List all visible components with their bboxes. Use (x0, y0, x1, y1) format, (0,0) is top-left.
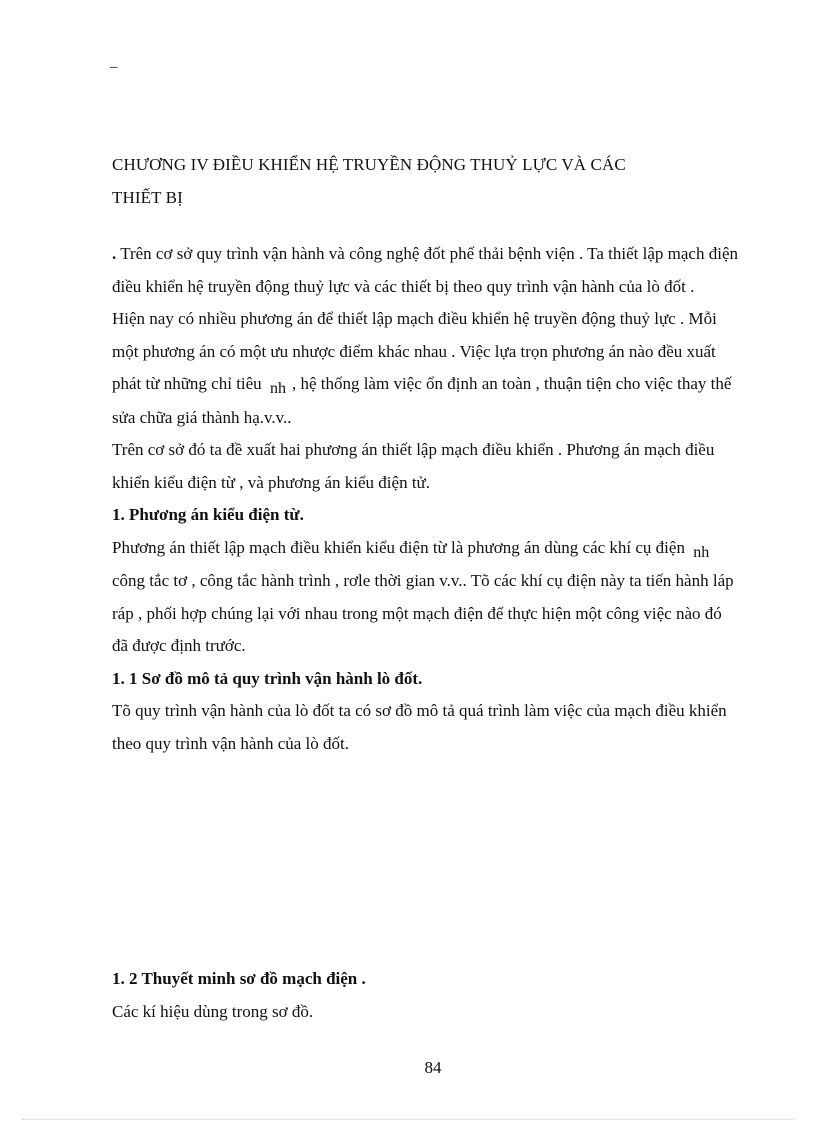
paragraph-methods-text-b: , hệ thống làm việc ổn định an toàn , thuận tiện cho việc thay thế sửa chữa giá thành hạ.v.v.. (112, 374, 732, 427)
page-bottom-border (22, 1119, 794, 1120)
paragraph-electromagnetic-text-b: công tắc tơ , công tắc hành trình , rơle thời gian v.v.. Tõ các khí cụ điện này ta tiến hành láp ráp , phối hợp chúng lại với nhau trong một mạch điện để thực hiện một công việc nào đó đã được định trước. (112, 571, 734, 655)
intro-paragraph (112, 238, 742, 303)
chapter-title (112, 148, 712, 214)
paragraph-methods-text-a: Hiện nay có nhiều phương án để thiết lập mạch điều khiển hệ truyền động thuỷ lực . Mỗi một phương án có một ưu nhược điểm khác nhau . Việc lựa trọn phương án nào đều xuất phát từ những chỉ tiêu (112, 309, 717, 393)
body-text (112, 238, 742, 760)
page-number-value: 84 (424, 1058, 442, 1077)
header-mark: _ (110, 54, 118, 70)
intro-bullet: . (112, 244, 117, 263)
page-number (0, 1058, 816, 1078)
paragraph-process-diagram: Tõ quy trình vận hành của lò đốt ta có sơ đồ mô tả quá trình làm việc của mạch điều khiển theo quy trình vận hành của lò đốt. (112, 701, 727, 753)
intro-text: Trên cơ sở quy trình vận hành và công nghệ đốt phế thải bệnh viện . Ta thiết lập mạch điện điều khiển hệ truyền động thuỷ lực và các thiết bị theo quy trình vận hành của lò đốt . (112, 244, 738, 296)
paragraph-electromagnetic (112, 532, 742, 663)
heading-process-diagram: 1. 1 Sơ đồ mô tả quy trình vận hành lò đốt. (112, 668, 423, 688)
chapter-title-line-1: CHƯƠNG IV ĐIỀU KHIỂN HỆ TRUYỀN ĐỘNG THUỶ LỰC VÀ CÁC (112, 155, 626, 174)
section-circuit-explanation (112, 963, 742, 1028)
paragraph-symbols: Các kí hiệu dùng trong sơ đồ. (112, 1001, 314, 1021)
heading-circuit-explanation: 1. 2 Thuyết minh sơ đồ mạch điện . (112, 969, 366, 988)
inline-nh-fragment: nh (693, 543, 710, 561)
paragraph-electromagnetic-text-a: Phương án thiết lập mạch điều khiển kiểu điện từ là phương án dùng các khí cụ điện (112, 537, 690, 557)
heading-electromagnetic-method: 1. Phương án kiểu điện từ. (112, 505, 304, 524)
inline-nh-fragment: nh (269, 380, 286, 397)
chapter-title-line-2: THIẾT BỊ (112, 188, 183, 207)
paragraph-proposal: Trên cơ sở đó ta đề xuất hai phương án thiết lập mạch điều khiển . Phương án mạch điều khiển kiểu điện từ , và phương án kiểu điện tử. (112, 440, 715, 492)
paragraph-methods (112, 303, 742, 434)
